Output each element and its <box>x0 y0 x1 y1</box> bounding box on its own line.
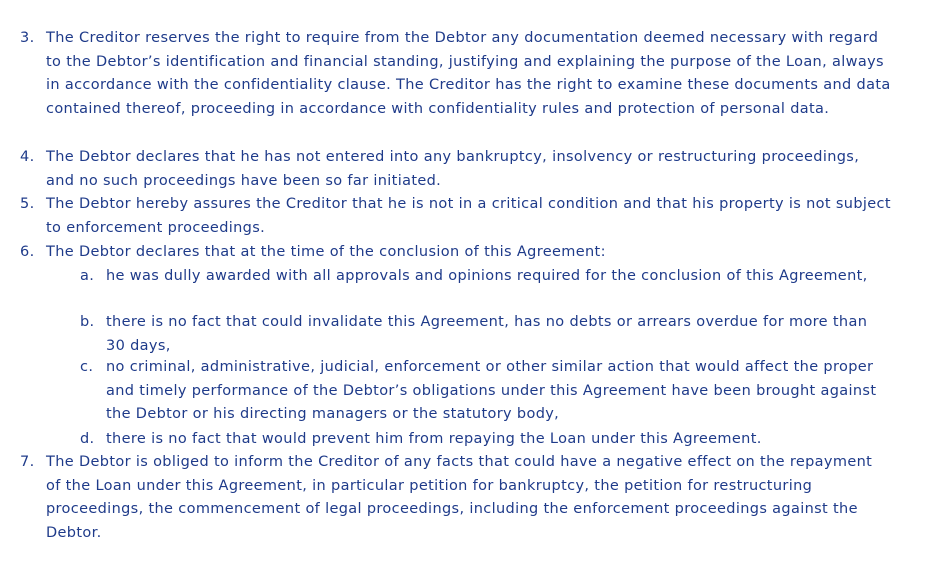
item-text: The Debtor hereby assures the Creditor that he is not in a critical condition and that his property is not subject to enforcement proceedings. <box>46 196 891 236</box>
sub-item-text: no criminal, administrative, judicial, enforcement or other similar action that would affect the proper and timely performance of the Debtor’s obligations under this Agreement have been brought against the Debtor or his directing managers or the statutory body, <box>106 359 877 423</box>
item-number: 7. <box>20 454 35 470</box>
item-text: The Creditor reserves the right to require from the Debtor any documentation deemed necessary with regard to the Debtor’s identification and financial standing, justifying and explaining the purpose of the Loan, always in accordance with the confidentiality clause. The Creditor has the right to examine these documents and data contained thereof, proceeding in accordance with confidentiality rules and protection of personal data. <box>46 30 891 117</box>
item-text: The Debtor declares that he has not entered into any bankruptcy, insolvency or restructuring proceedings, and no such proceedings have been so far initiated. <box>46 149 860 189</box>
item-number: 4. <box>20 149 35 165</box>
sub-item-text: there is no fact that would prevent him from repaying the Loan under this Agreement. <box>106 431 762 447</box>
item-text: The Debtor declares that at the time of the conclusion of this Agreement: <box>46 244 606 260</box>
item-number: 3. <box>20 30 35 46</box>
sub-item-letter: c. <box>80 359 94 375</box>
sub-item-letter: d. <box>80 431 95 447</box>
item-number: 5. <box>20 196 35 212</box>
sub-item-letter: b. <box>80 314 95 330</box>
item-text: The Debtor is obliged to inform the Creditor of any facts that could have a negative effect on the repayment of the Loan under this Agreement, in particular petition for bankruptcy, the petition for restructuring proceedings, the commencement of legal proceedings, including the enforcement proceedings against the Debtor. <box>46 454 873 541</box>
sub-item-letter: a. <box>80 268 95 284</box>
sub-item-text: there is no fact that could invalidate this Agreement, has no debts or arrears overdue for more than 30 days, <box>106 314 868 354</box>
sub-item-text: he was dully awarded with all approvals and opinions required for the conclusion of this Agreement, <box>106 268 868 284</box>
item-number: 6. <box>20 244 35 260</box>
